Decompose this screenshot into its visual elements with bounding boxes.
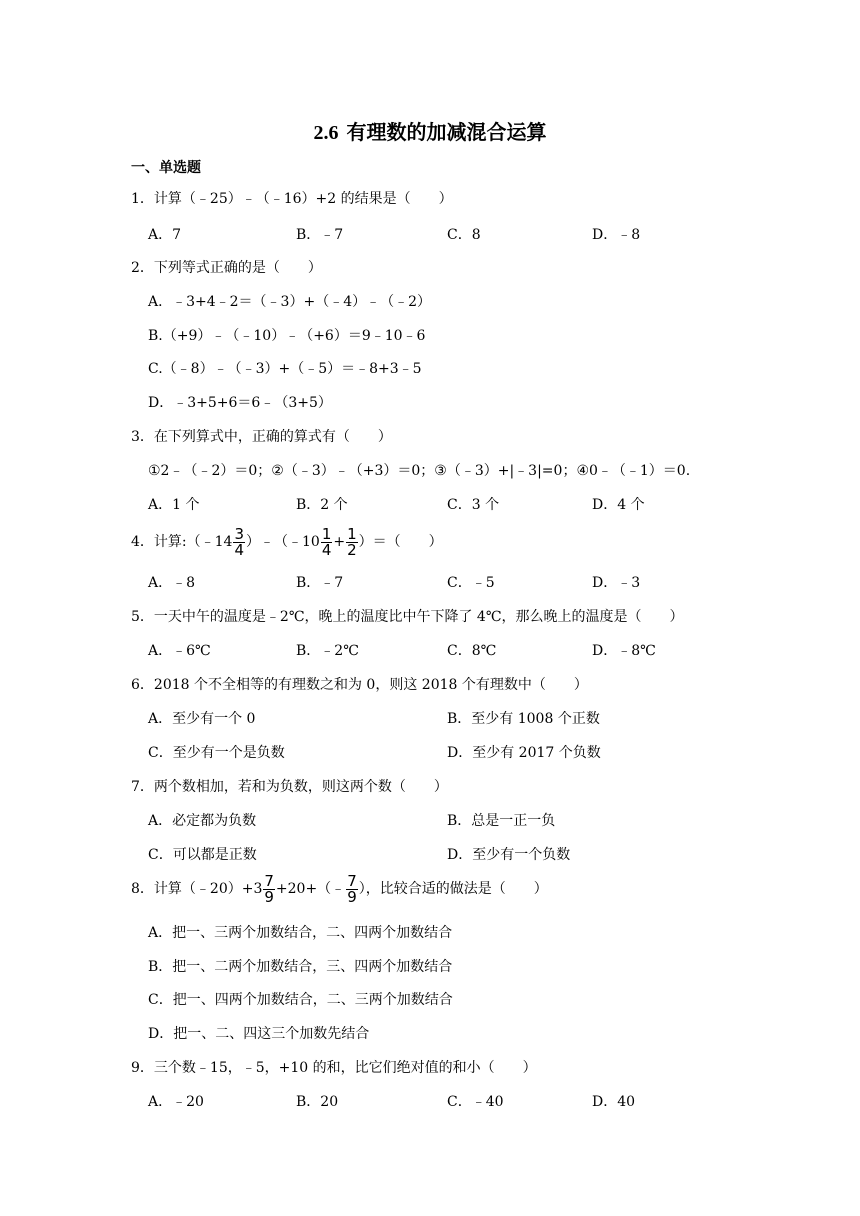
question-3-option-d: D．4 个 [592, 497, 645, 513]
question-8-option-c: C．把一、四两个加数结合，二、三两个加数结合 [148, 992, 453, 1008]
question-3-stem: 3．在下列算式中，正确的算式有（ ） [131, 429, 392, 445]
title-text: 有理数的加减混合运算 [346, 120, 547, 144]
question-8-fraction-2 [346, 871, 358, 906]
question-4-option-c: C．﹣5 [447, 575, 495, 591]
fraction-numerator: 1 [321, 524, 332, 543]
question-4-option-d: D．﹣3 [592, 575, 641, 591]
question-1-option-b: B．﹣7 [296, 227, 344, 243]
fraction-numerator: 1 [347, 524, 357, 543]
question-8-pre: 8．计算（﹣20）+3 [131, 881, 263, 897]
question-4-option-b: B．﹣7 [296, 575, 344, 591]
question-8-fraction-1 [263, 871, 275, 906]
page-title [0, 116, 860, 145]
question-4-fraction-2 [321, 524, 333, 559]
question-4-option-a: A．﹣8 [148, 575, 196, 591]
question-3-option-c: C．3 个 [447, 497, 500, 513]
question-6-stem: 6．2018 个不全相等的有理数之和为 0，则这 2018 个有理数中（ ） [131, 677, 588, 693]
question-4-mid: ）﹣（﹣10 [246, 534, 320, 550]
question-1-option-a: A．7 [148, 227, 182, 243]
question-9-stem: 9．三个数﹣15，﹣5，+10 的和，比它们绝对值的和小（ ） [131, 1060, 537, 1076]
question-7-stem: 7．两个数相加，若和为负数，则这两个数（ ） [131, 779, 448, 795]
fraction-numerator: 7 [264, 871, 274, 890]
fraction-denominator: 4 [321, 540, 332, 559]
question-1-option-c: C．8 [447, 227, 481, 243]
question-6-option-a: A．至少有一个 0 [148, 711, 256, 727]
question-9-option-b: B．20 [296, 1094, 339, 1110]
question-4-pre: 4．计算:（﹣14 [131, 534, 233, 550]
question-5-option-b: B．﹣2℃ [296, 643, 359, 659]
question-6-option-c: C．至少有一个是负数 [148, 745, 285, 761]
question-8-post: ），比较合适的做法是（ ） [358, 881, 548, 897]
fraction-denominator: 2 [347, 540, 357, 559]
question-9-option-d: D．40 [592, 1094, 636, 1110]
fraction-numerator: 3 [234, 524, 244, 543]
fraction-denominator: 9 [264, 887, 274, 906]
question-4-post: ）＝（ ） [358, 534, 443, 550]
question-7-option-a: A．必定都为负数 [148, 813, 257, 829]
question-1-stem: 1．计算（﹣25）﹣（﹣16）+2 的结果是（ ） [131, 191, 453, 207]
question-4-stem [131, 525, 443, 559]
question-9-option-a: A．﹣20 [148, 1094, 204, 1110]
question-4-fraction-1 [233, 524, 245, 559]
question-5-option-a: A．﹣6℃ [148, 643, 211, 659]
question-5-option-c: C．8℃ [447, 643, 497, 659]
section-heading: 一、单选题 [131, 160, 201, 176]
fraction-denominator: 4 [234, 540, 244, 559]
question-5-stem: 5．一天中午的温度是﹣2℃，晚上的温度比中午下降了 4℃，那么晚上的温度是（ ） [131, 609, 684, 625]
question-2-option-c: C.（﹣8）﹣（﹣3）+（﹣5）＝﹣8+3﹣5 [148, 361, 422, 377]
question-2-option-b: B.（+9）﹣（﹣10）﹣（+6）＝9﹣10﹣6 [148, 328, 426, 344]
question-3-items: ①2﹣（﹣2）＝0；②（﹣3）﹣（+3）＝0；③（﹣3）+|﹣3|=0；④0﹣（﹣1）＝0. [148, 463, 691, 479]
question-8-option-a: A．把一、三两个加数结合，二、四两个加数结合 [148, 925, 453, 941]
question-2-stem: 2．下列等式正确的是（ ） [131, 260, 322, 276]
question-4-plus: + [333, 534, 346, 550]
question-8-mid: +20+（﹣ [275, 881, 346, 897]
question-9-option-c: C．﹣40 [447, 1094, 504, 1110]
question-2-option-a: A．﹣3+4﹣2＝（﹣3）+（﹣4）﹣（﹣2） [148, 294, 432, 310]
question-7-option-b: B．总是一正一负 [447, 813, 556, 829]
question-8-option-d: D．把一、二、四这三个加数先结合 [148, 1026, 370, 1042]
question-4-fraction-3 [346, 524, 358, 559]
question-3-option-a: A．1 个 [148, 497, 200, 513]
title-number: 2.6 [313, 122, 339, 144]
question-7-option-c: C．可以都是正数 [148, 847, 257, 863]
question-3-option-b: B．2 个 [296, 497, 348, 513]
question-6-option-d: D．至少有 2017 个负数 [447, 745, 601, 761]
question-8-stem [131, 872, 548, 906]
question-7-option-d: D．至少有一个负数 [447, 847, 571, 863]
question-2-option-d: D．﹣3+5+6＝6﹣（3+5） [148, 395, 332, 411]
question-5-option-d: D．﹣8℃ [592, 643, 656, 659]
fraction-denominator: 9 [347, 887, 357, 906]
question-8-option-b: B．把一、二两个加数结合，三、四两个加数结合 [148, 959, 453, 975]
question-6-option-b: B．至少有 1008 个正数 [447, 711, 600, 727]
fraction-numerator: 7 [347, 871, 357, 890]
question-1-option-d: D．﹣8 [592, 227, 641, 243]
